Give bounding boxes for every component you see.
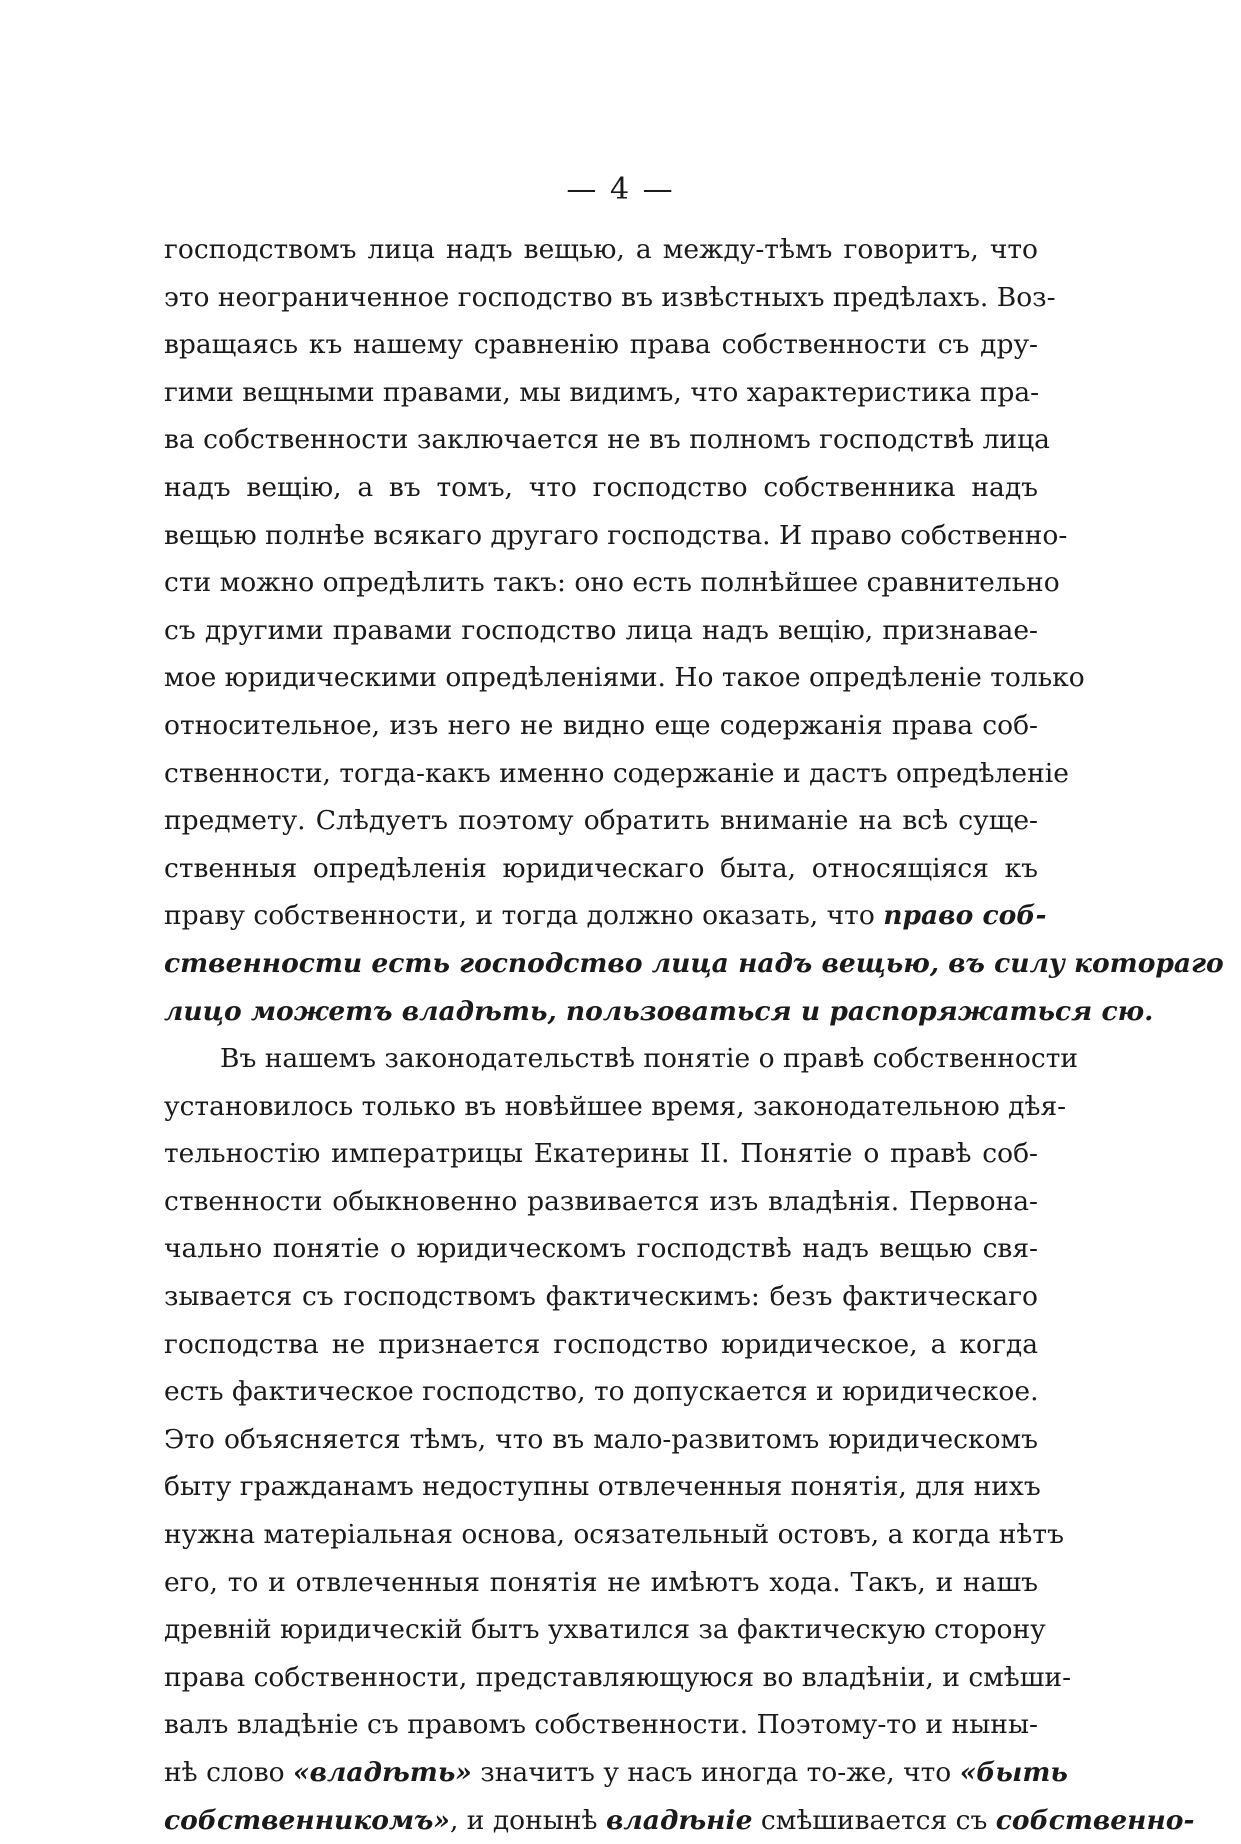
text-line xyxy=(164,702,1038,750)
text-line xyxy=(164,274,1056,322)
text-segment: гими вещными правами, мы видимъ, что характеристика пра- xyxy=(164,376,1040,408)
emphasized-text: лицо можетъ владѣть, пользоваться и распоряжаться сю. xyxy=(164,995,1154,1027)
text-line xyxy=(164,1749,1068,1797)
text-segment: вещью полнѣе всякаго другаго господства. И право собственно- xyxy=(164,519,1068,551)
text-line xyxy=(164,1654,1072,1702)
text-segment: тельностію императрицы Екатерины II. Понятіе о правѣ соб- xyxy=(164,1138,1038,1170)
text-line xyxy=(164,1559,1038,1607)
text-segment: ва собственности заключается не въ полномъ господствѣ лица xyxy=(164,424,1050,456)
paragraph xyxy=(164,226,1224,1035)
text-line xyxy=(164,1416,1038,1464)
text-line xyxy=(164,1463,1041,1511)
text-segment: нужна матеріальная основа, осязательный остовъ, а когда нѣтъ xyxy=(164,1519,1064,1551)
text-segment: есть фактическое господство, то допускается и юридическое. xyxy=(164,1376,1039,1408)
emphasized-text: владѣніе xyxy=(605,1804,753,1836)
text-line xyxy=(164,1606,1046,1654)
text-segment: относительное, изъ него не видно еще содержанія права соб- xyxy=(164,709,1038,741)
text-line xyxy=(164,988,1154,1036)
text-line xyxy=(164,321,1038,369)
text-segment: мое юридическими опредѣленіями. Но такое опредѣленіе только xyxy=(164,662,1085,694)
text-line xyxy=(164,1321,1038,1369)
text-line xyxy=(164,654,1085,702)
text-line xyxy=(164,1083,1067,1131)
text-segment: господства не признается господство юридическое, а когда xyxy=(164,1328,1038,1360)
text-line xyxy=(164,1701,1038,1749)
text-segment: быту гражданамъ недоступны отвлеченныя понятія, для нихъ xyxy=(164,1471,1041,1503)
text-segment: , и донынѣ xyxy=(449,1804,606,1836)
text-segment: древній юридическій бытъ ухватился за фактическую сторону xyxy=(164,1614,1046,1646)
text-segment: господствомъ лица надъ вещью, а между-тѣмъ говоритъ, что xyxy=(164,234,1038,265)
page-number: — 4 — xyxy=(566,172,675,207)
text-segment: валъ владѣніе съ правомъ собственности. Поэтому-то и ныны- xyxy=(164,1709,1038,1741)
emphasized-text: «владѣть» xyxy=(293,1757,472,1788)
text-line xyxy=(164,1225,1038,1273)
text-segment: надъ вещію, а въ томъ, что господство собственника надъ xyxy=(164,471,1038,503)
text-segment: предмету. Слѣдуетъ поэтому обратить вниманіе на всѣ суще- xyxy=(164,805,1038,837)
text-segment: нѣ слово xyxy=(164,1757,293,1788)
text-segment: праву собственности, и тогда должно оказать, что xyxy=(164,900,884,932)
emphasized-text: собственникомъ» xyxy=(164,1804,450,1836)
text-line xyxy=(164,559,1060,607)
text-segment: Въ нашемъ законодательствѣ понятіе о правѣ собственности xyxy=(220,1043,1079,1075)
text-segment: ственности обыкновенно развивается изъ владѣнія. Первона- xyxy=(164,1185,1038,1217)
paragraph xyxy=(164,1035,1195,1844)
emphasized-text: «быть xyxy=(959,1757,1068,1788)
body-text xyxy=(164,226,1224,1844)
text-line xyxy=(164,512,1068,560)
text-segment: вращаясь къ нашему сравненію права собственности съ дру- xyxy=(164,329,1038,361)
text-segment: зывается съ господствомъ фактическимъ: безъ фактическаго xyxy=(164,1281,1038,1313)
text-line xyxy=(164,797,1038,845)
text-line xyxy=(164,845,1038,893)
text-segment: права собственности, представляющуюся во владѣніи, и смѣши- xyxy=(164,1661,1072,1693)
text-line xyxy=(164,226,1038,274)
text-segment: это неограниченное господство въ извѣстныхъ предѣлахъ. Воз- xyxy=(164,281,1056,313)
text-line xyxy=(164,750,1069,798)
emphasized-text: собственно- xyxy=(995,1804,1195,1836)
text-line xyxy=(164,464,1038,512)
text-segment: Это объясняется тѣмъ, что въ мало-развитомъ юридическомъ xyxy=(164,1423,1038,1455)
text-line xyxy=(164,940,1224,988)
text-segment: смѣшивается съ xyxy=(752,1804,996,1836)
text-line xyxy=(164,1130,1038,1178)
emphasized-text: ственности есть господство лица надъ вещью, въ силу котораго xyxy=(164,947,1224,979)
text-segment: установилось только въ новѣйшее время, законодательною дѣя- xyxy=(164,1090,1067,1122)
text-line xyxy=(164,1797,1195,1844)
text-line xyxy=(164,416,1050,464)
text-line xyxy=(164,1273,1038,1321)
text-segment: ственности, тогда-какъ именно содержаніе и дастъ опредѣленіе xyxy=(164,757,1069,789)
text-line xyxy=(164,1368,1038,1416)
text-line xyxy=(164,607,1038,655)
text-segment: значитъ у насъ иногда то-же, что xyxy=(471,1757,960,1788)
text-segment: чально понятіе о юридическомъ господствѣ надъ вещью свя- xyxy=(164,1233,1038,1265)
text-line xyxy=(164,369,1038,417)
text-segment: его, то и отвлеченныя понятія не имѣютъ хода. Такъ, и нашъ xyxy=(164,1566,1038,1598)
text-line xyxy=(164,892,1047,940)
emphasized-text: право соб- xyxy=(883,900,1047,932)
text-line xyxy=(164,1511,1064,1559)
text-segment: съ другими правами господство лица надъ вещію, признавае- xyxy=(164,614,1038,646)
text-line xyxy=(164,1035,1079,1083)
text-segment: ственныя опредѣленія юридическаго быта, относящіяся къ xyxy=(164,852,1038,884)
text-line xyxy=(164,1178,1038,1226)
text-segment: сти можно опредѣлить такъ: оно есть полнѣйшее сравнительно xyxy=(164,567,1060,599)
